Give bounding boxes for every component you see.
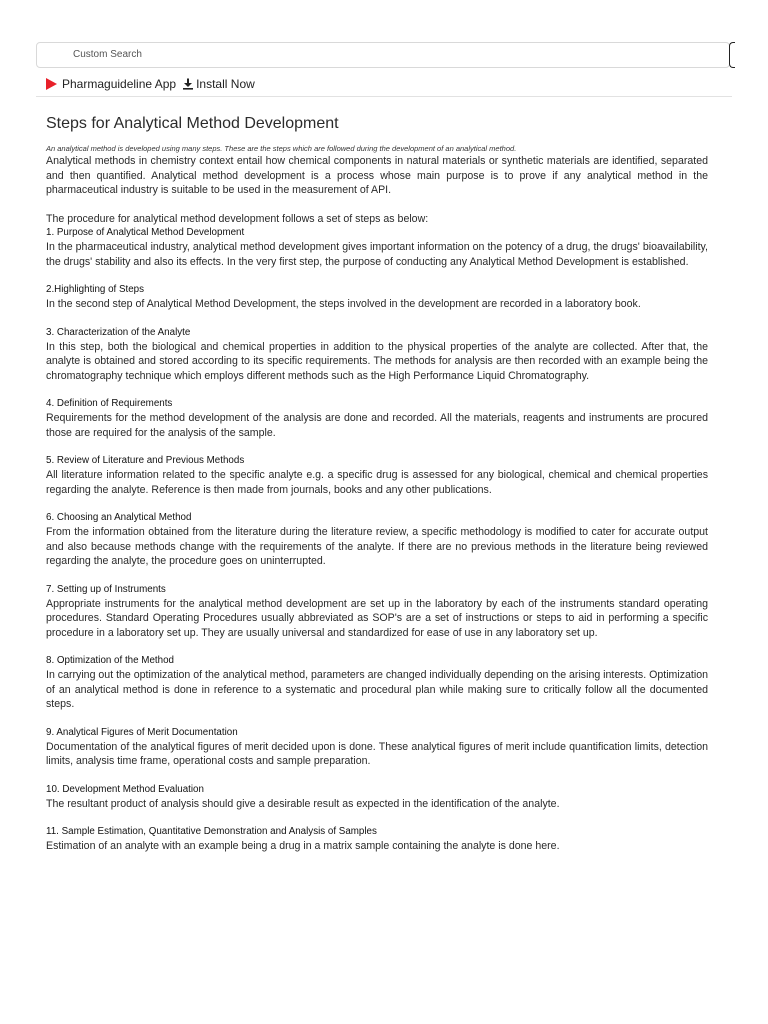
step-section xyxy=(46,454,708,497)
step-body: Appropriate instruments for the analytical method development are set up in the laboratory by each of the instruments standard operating procedures. Standard Operating Procedures usually abbreviated as SOP's are a set of instructions or steps to aid in performing a specific procedure in a laboratory set up. They are usually universal and standardized for ease of use in any laboratory set up. xyxy=(46,597,708,639)
play-store-icon xyxy=(44,77,58,91)
step-title: 11. Sample Estimation, Quantitative Demonstration and Analysis of Samples xyxy=(46,826,377,837)
step-title: 9. Analytical Figures of Merit Documentation xyxy=(46,726,238,738)
intro-paragraph: Analytical methods in chemistry context entail how chemical components in natural materials or synthetic materials are identified, separated and then quantified. Analytical method development is a process whose main purpose is to prove if any analytical method in the pharmaceutical industry is suitable to be used in the measurement of API. xyxy=(46,155,708,196)
search-button-edge[interactable] xyxy=(729,42,735,68)
step-title: 8. Optimization of the Method xyxy=(46,655,174,666)
procedure-text: The procedure for analytical method development follows a set of steps as below: xyxy=(46,212,429,225)
step-body: The resultant product of analysis should give a desirable result as expected in the identification of the analyte. xyxy=(46,797,560,810)
step-title: 6. Choosing an Analytical Method xyxy=(46,512,192,523)
step-title: 5. Review of Literature and Previous Methods xyxy=(46,455,245,466)
step-body: Requirements for the method development of the analysis are done and recorded. All the materials, reagents and instruments are procured those are required for the analysis of the sample. xyxy=(46,412,708,439)
step-title: 3. Characterization of the Analyte xyxy=(46,326,191,338)
search-placeholder: Custom Search xyxy=(73,49,142,60)
steps-list xyxy=(46,226,708,854)
step-title: 2.Highlighting of Steps xyxy=(46,284,145,295)
article xyxy=(46,114,708,868)
step-section xyxy=(46,397,708,440)
step-section xyxy=(46,783,708,812)
step-section xyxy=(46,583,708,641)
step-title: 1. Purpose of Analytical Method Development xyxy=(46,227,245,238)
step-body: In carrying out the optimization of the analytical method, parameters are changed individually depending on the arising interests. Optimization of an analytical method is done in reference to a systematic and procedural plan while making sure to critically follow all the documented steps. xyxy=(46,669,708,710)
step-section xyxy=(46,825,708,854)
step-section xyxy=(46,326,708,384)
step-section xyxy=(46,283,708,312)
download-icon xyxy=(182,78,194,90)
step-body: All literature information related to the specific analyte e.g. a specific drug is assessed for any biological, chemical and chemical properties regarding the analyte. Reference is then made from journals, books and any other publications. xyxy=(46,469,708,496)
step-body: Documentation of the analytical figures of merit decided upon is done. These analytical figures of merit include quantification limits, detection limits, analysis time frame, operational costs and sample preparation. xyxy=(46,740,708,767)
step-body: Estimation of an analyte with an example being a drug in a matrix sample containing the analyte is done here. xyxy=(46,840,560,852)
step-section xyxy=(46,726,708,769)
spacer xyxy=(46,198,708,212)
step-title: 4. Definition of Requirements xyxy=(46,398,173,409)
article-subtitle: An analytical method is developed using many steps. These are the steps which are followed during the development of an analytical method. xyxy=(46,144,517,153)
step-body: In the second step of Analytical Method Development, the steps involved in the development are recorded in a laboratory book. xyxy=(46,298,641,310)
install-now-link[interactable]: Install Now xyxy=(196,77,255,91)
article-title: Steps for Analytical Method Development xyxy=(46,115,339,132)
step-body: In the pharmaceutical industry, analytical method development gives important information on the potency of a drug, the drugs' bioavailability, the drugs' stability and also its effects. In the very first step, the purpose of conducting any Analytical Method Development is established. xyxy=(46,241,708,268)
app-link[interactable]: Pharmaguideline App xyxy=(62,77,177,91)
step-body: In this step, both the biological and chemical properties in addition to the physical properties of the analyte are collected. After that, the analyte is obtained and stored according to its specific requirements. The methods for analysis are then recorded with an example being the chromatography technique which employs different methods such as the High Performance Liquid Chromatography. xyxy=(46,340,708,382)
step-title: 10. Development Method Evaluation xyxy=(46,783,204,795)
step-title: 7. Setting up of Instruments xyxy=(46,583,166,595)
search-input[interactable] xyxy=(36,42,730,68)
app-promo-bar xyxy=(36,72,732,97)
step-section xyxy=(46,654,708,712)
step-section xyxy=(46,226,708,269)
step-section xyxy=(46,511,708,569)
step-body: From the information obtained from the literature during the literature review, a specific methodology is modified to cater for accurate output and also because methods change with the requirements of the analyte. If there are no previous methods in the literature being reviewed regarding the analyte, the procedure goes on uninterrupted. xyxy=(46,526,708,567)
